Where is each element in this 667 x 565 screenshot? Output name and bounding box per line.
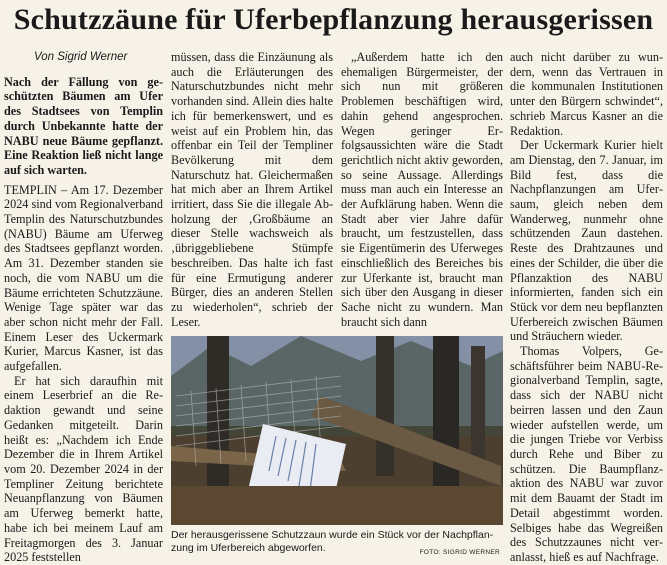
photo-caption xyxy=(171,529,503,555)
paragraph-5: auch nicht darüber zu wundern, wenn das Vertrauen in die kommunalen Institutionen unter den Bürgern schwindet“, schrieb Marcus Kasner an die Redaktion. xyxy=(510,50,663,138)
paragraph-4: „Außerdem hatte ich den ehemaligen Bürgermeister, der sich nun mit größeren Problemen beschäftigen wird, dahin gehend angesprochen. Wegen geringer Erfolgsaussichten wäre die Stadt gerichtlich nicht aktiv geworden, so seine Aussage. Allerdings muss man auch ein Interesse an der Aufklärung haben. Wenn die Stadt aber vier Jahre dafür braucht, um festzustellen, dass sie Eigentümerin des Uferweges einschließlich des Bereiches bis zur Uferkante ist, braucht man sich über den Ausgang in dieser Sache nicht zu wundern. Man braucht sich dann xyxy=(341,50,503,329)
byline: Von Sigrid Werner xyxy=(34,51,128,63)
paragraph-7: Thomas Volpers, Geschäftsführer beim NABU-Regionalverband Templin, sagte, dass sich der NABU nicht beirren lassen und den Zaun wieder aufstellen werde, um die jungen Triebe vor Verbiss durch Rehe und Biber zu schützen. Die Baumpflanzaktion des NABU war zuvor mit dem Bauamt der Stadt im Detail abgestimmt worden. Selbiges habe das Wegreißen des Schutzzaunes nicht veranlasst, hieß es auf Nachfrage. xyxy=(510,344,663,564)
paragraph-3: müssen, dass die Einzäunung als auch die Erläuterungen des Naturschutzbundes nicht mehr vorhanden sind. Allein dies halte ich für bemerkenswert, und es weist auf ein Problem hin, das offenbar ein Teil der Templiner Bevölkerung mit dem Naturschutz hat. Gleichermaßen hat mich aber an Ihrem Artikel irritiert, dass Sie die illegale Abholzung der ‚Großbäume an dieser Stelle wachsweich als ‚übriggebliebene Stümpfe beschreiben. Das halte ich fast für eine Ermutigung anderer Bürger, dies an anderen Stellen zu wiederholen“, schrieb der Leser. xyxy=(171,50,333,329)
column-4 xyxy=(510,50,663,565)
paragraph-2: Er hat sich daraufhin mit einem Leserbrief an die Redaktion gewandt und seine Gedanken mitgeteilt. Darin heißt es: „Nachdem ich Ende Dezember die in Ihrem Artikel vom 20. Dezember 2024 in der Templiner Zeitung berichtete Neuanpflanzung von Bäumen am Uferweg bemerkt hatte, habe ich bei meinem Lauf am Freitagmorgen des 3. Januar 2025 feststellen xyxy=(4,373,163,565)
column-2 xyxy=(171,50,333,329)
column-3 xyxy=(341,50,503,329)
teaser: Nach der Fällung von geschützten Bäumen am Ufer des Stadtsees von Templin durch Unbekannte hatte der NABU neue Bäume gepflanzt. Eine Reaktion ließ nicht lange auf sich warten. xyxy=(4,74,163,177)
paragraph-1: TEMPLIN – Am 17. Dezember 2024 sind vom Regionalverband Templin des Naturschutzbundes (NABU) Bäume am Uferweg des Stadtsees gepflanzt worden. Am 31. Dezember standen sie noch, die vom NABU um die Bäume errichteten Schutzzäune. Wenige Tage später war das aber schon nicht mehr der Fall. Einem Leser des Uckermark Kurier, Marcus Kasner, ist das aufgefallen. xyxy=(4,182,163,374)
photo-illustration xyxy=(171,336,503,525)
column-1 xyxy=(4,50,163,565)
paragraph-6: Der Uckermark Kurier hielt am Dienstag, den 7. Januar, im Bild fest, dass die Nachpflanzungen am Ufersaum, gleich neben dem Wanderweg, nunmehr ohne schützenden Zaun dastehen. Reste des Drahtzaunes und eines der Schilder, die über die Pflanzaktion des NABU informierten, fanden sich ein Stück vor dem neu bepflanzten Uferbereich zwischen Bäumen und Sträuchern wieder. xyxy=(510,138,663,344)
photo-credit: FOTO: SIGRID WERNER xyxy=(419,549,500,556)
article-photo xyxy=(171,336,503,525)
headline: Schutzzäune für Uferbepflanzung herausgerissen xyxy=(13,3,654,36)
caption-text: Der herausgerissene Schutzzaun wurde ein Stück vor der Nachpflanzung im Uferbereich abgeworfen. xyxy=(171,529,494,554)
